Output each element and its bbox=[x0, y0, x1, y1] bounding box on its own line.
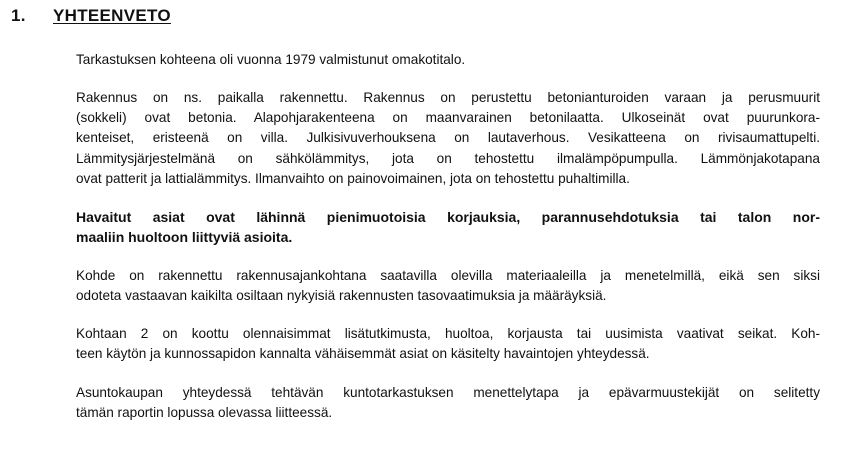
paragraph-section-2-reference bbox=[76, 324, 820, 364]
paragraph-line: odoteta vastaavan kaikilta osiltaan nykyisiä rakennusten tasovaatimuksia ja määräyksiä. bbox=[76, 288, 607, 304]
paragraph-intro bbox=[76, 50, 816, 70]
paragraph-line: ovat patterit ja lattialämmitys. Ilmanvaihto on painovoimainen, jota on tehostettu puhaltimilla. bbox=[76, 170, 630, 186]
paragraph-line: maaliin huoltoon liittyviä asioita. bbox=[76, 229, 293, 246]
paragraph-methodology bbox=[76, 383, 820, 423]
paragraph-building-description bbox=[76, 88, 820, 189]
paragraph-line: Kohtaan 2 on koottu olennaisimmat lisätutkimusta, huoltoa, korjausta tai uusimista vaativat seikat. Koh- bbox=[76, 326, 820, 341]
paragraph-findings-summary bbox=[76, 207, 820, 247]
paragraph-line: Kohde on rakennettu rakennusajankohtana saatavilla olevilla materiaaleilla ja menetelmillä, eikä sen siksi bbox=[76, 268, 820, 283]
paragraph-line: tämän raportin lopussa olevassa liitteessä. bbox=[76, 405, 333, 421]
paragraph-line: Tarkastuksen kohteena oli vuonna 1979 valmistunut omakotitalo. bbox=[76, 52, 466, 67]
section-number: 1. bbox=[11, 6, 26, 25]
paragraph-line: teen käytön ja kunnossapidon kannalta vähäisemmät asiat on käsitelty havaintojen yhteydessä. bbox=[76, 346, 650, 362]
paragraph-construction-era bbox=[76, 266, 820, 306]
paragraph-line: Asuntokaupan yhteydessä tehtävän kuntotarkastuksen menettelytapa ja epävarmuustekijät on selitetty bbox=[76, 385, 820, 400]
paragraph-line: (sokkeli) ovat betonia. Alapohjarakenteena on maanvarainen betonilaatta. Ulkoseinät ovat puurunkora- bbox=[76, 110, 820, 126]
section-heading bbox=[11, 6, 171, 26]
section-title: YHTEENVETO bbox=[53, 6, 171, 25]
paragraph-line: Havaitut asiat ovat lähinnä pienimuotoisia korjauksia, parannusehdotuksia tai talon nor- bbox=[76, 209, 820, 225]
paragraph-line: kenteiset, eristeenä on villa. Julkisivuverhouksena on lautaverhous. Vesikatteena on rivisaumattupelti. bbox=[76, 130, 820, 146]
paragraph-line: Lämmitysjärjestelmänä on sähkölämmitys, jota on tehostettu ilmalämpöpumpulla. Lämmönjakotapana bbox=[76, 150, 820, 166]
paragraph-line: Rakennus on ns. paikalla rakennettu. Rakennus on perustettu betonianturoiden varaan ja perusmuurit bbox=[76, 90, 820, 105]
